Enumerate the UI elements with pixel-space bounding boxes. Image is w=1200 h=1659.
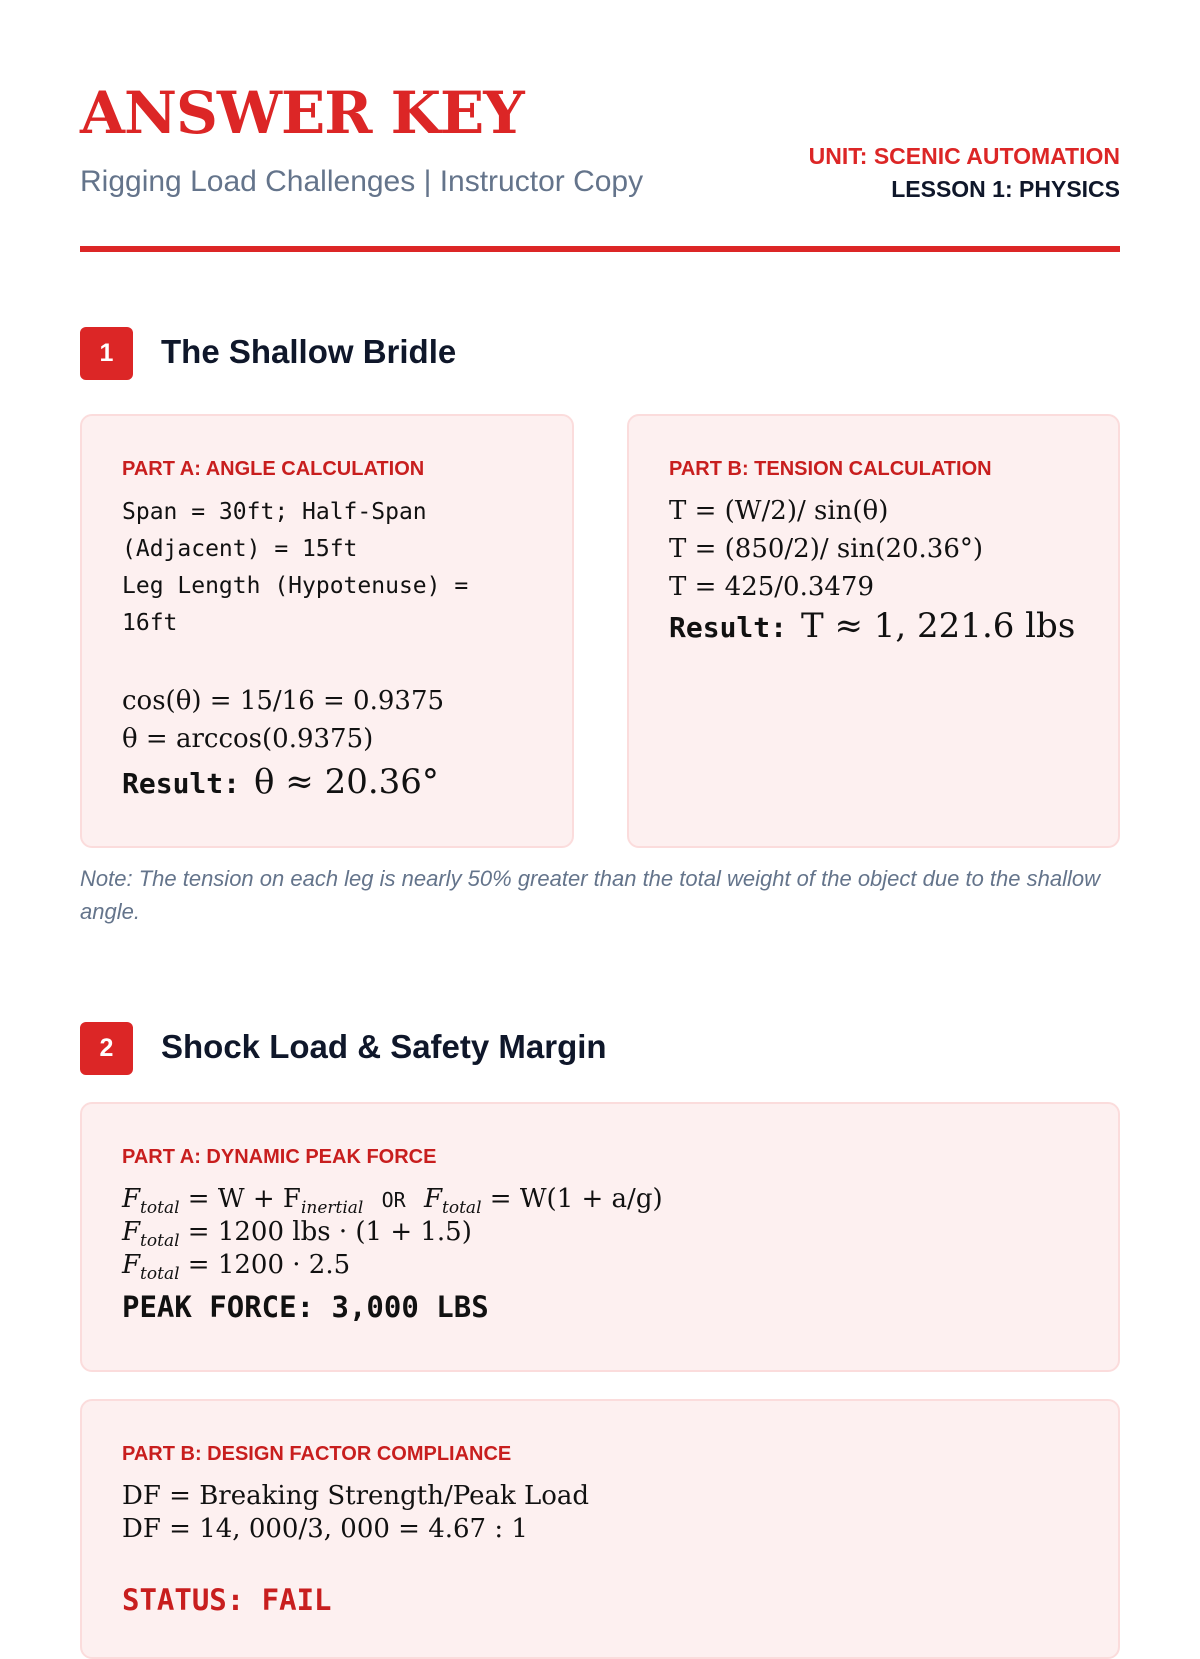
card-label: PART A: DYNAMIC PEAK FORCE <box>122 1146 437 1168</box>
subscript: inertial <box>300 1198 364 1219</box>
result-line <box>669 606 1075 646</box>
card-label: PART B: DESIGN FACTOR COMPLIANCE <box>122 1443 512 1465</box>
math-line <box>122 1184 663 1218</box>
section-number-badge: 2 <box>80 1022 133 1075</box>
math-line <box>122 1250 350 1284</box>
section-2-header <box>80 1022 1120 1074</box>
lesson-label: LESSON 1: PHYSICS <box>891 176 1120 202</box>
expression: = W + F <box>179 1184 301 1214</box>
expression: = W(1 + a/g) <box>481 1184 663 1214</box>
section-number-badge: 1 <box>80 327 133 380</box>
math-line: T = (W/2)/ sin(θ) <box>669 496 889 526</box>
subscript: total <box>140 1198 180 1219</box>
header-divider <box>80 246 1120 252</box>
design-factor-card <box>80 1399 1120 1659</box>
or-label: OR <box>381 1188 406 1212</box>
unit-label: UNIT: SCENIC AUTOMATION <box>808 143 1120 169</box>
result-label: Result: <box>669 611 788 644</box>
math-line <box>122 1217 472 1251</box>
expression: = 1200 lbs · (1 + 1.5) <box>179 1217 472 1247</box>
math-line: θ = arccos(0.9375) <box>122 724 374 754</box>
symbol: F <box>122 1184 141 1214</box>
section-title: The Shallow Bridle <box>161 333 457 370</box>
result-value: T ≈ 1, 221.6 lbs <box>801 606 1076 646</box>
expression: = 1200 · 2.5 <box>179 1250 351 1280</box>
header <box>80 0 1120 252</box>
math-line: DF = Breaking Strength/Peak Load <box>122 1481 590 1511</box>
math-line: T = 425/0.3479 <box>669 572 875 602</box>
symbol: F <box>423 1184 443 1214</box>
result-value: θ ≈ 20.36° <box>254 762 439 802</box>
section-note: Note: The tension on each leg is nearly 50% greater than the total weight of the object due to the shallow angle. <box>80 866 1100 924</box>
card-label: PART A: ANGLE CALCULATION <box>122 458 425 480</box>
part-b-card <box>627 414 1120 848</box>
page-subtitle: Rigging Load Challenges | Instructor Copy <box>80 165 644 198</box>
section-title: Shock Load & Safety Margin <box>161 1028 607 1065</box>
given-line: 16ft <box>122 610 178 636</box>
peak-force: PEAK FORCE: 3,000 LBS <box>122 1290 489 1324</box>
given-line: Span = 30ft; Half-Span <box>122 499 427 525</box>
symbol: F <box>122 1217 141 1247</box>
symbol: F <box>122 1250 141 1280</box>
result-label: Result: <box>122 767 241 800</box>
status-text: STATUS: FAIL <box>122 1583 332 1617</box>
part-a-card <box>80 414 574 848</box>
subscript: total <box>442 1198 482 1219</box>
given-line: Leg Length (Hypotenuse) = <box>122 573 469 599</box>
result-line <box>122 762 439 802</box>
math-line: DF = 14, 000/3, 000 = 4.67 : 1 <box>122 1514 528 1544</box>
section-1-header <box>80 327 1120 379</box>
math-line: cos(θ) = 15/16 = 0.9375 <box>122 686 445 716</box>
page-title: ANSWER KEY <box>80 79 524 147</box>
math-line: T = (850/2)/ sin(20.36°) <box>669 534 984 564</box>
dynamic-force-card <box>80 1102 1120 1372</box>
card-label: PART B: TENSION CALCULATION <box>669 458 992 480</box>
subscript: total <box>140 1231 180 1252</box>
given-line: (Adjacent) = 15ft <box>122 536 358 562</box>
subscript: total <box>140 1264 180 1285</box>
